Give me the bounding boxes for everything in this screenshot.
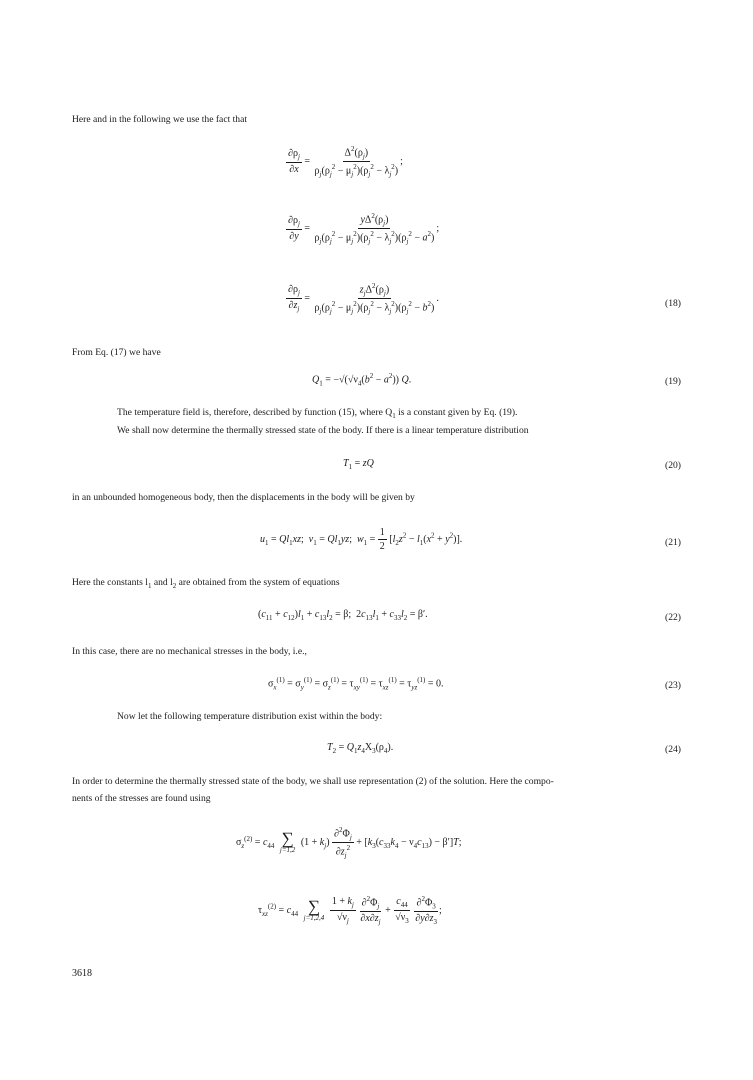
paragraph-fragment: Here the constants l (72, 577, 148, 588)
equation-Q1: $Q_1 = -√(√\nu_4(b^2 - a^2))$ Q. (312, 372, 412, 388)
paragraph-fragment: is a constant given by Eq. (19). (395, 407, 518, 418)
equation-number: (18) (665, 298, 681, 309)
paragraph-text: From Eq. (17) we have (72, 347, 161, 358)
paragraph-text: In order to determine the thermally stressed state of the body, we shall use representation (2) of the solution. Here the compo- (72, 776, 554, 787)
equation-T2: $T_2 = Q_1z_4X_3(\rho_4)$. (327, 742, 394, 755)
equation-number: (24) (665, 744, 681, 755)
paragraph-text: We shall now determine the thermally stressed state of the body. If there is a linear temperature distribution (117, 425, 529, 436)
paragraph-text: nents of the stresses are found using (72, 793, 211, 804)
paragraph-text: Here the constants $l_1$ and $l_2$ are obtained from the system of equations (72, 577, 340, 590)
paragraph-fragment: are obtained from the system of equations (176, 577, 340, 588)
paragraph-text: Here and in the following we use the fact that (72, 114, 248, 125)
paragraph-text: Now let the following temperature distribution exist within the body: (117, 711, 383, 722)
equation-displacements: $u_1 = Ql_1xz$; $v_1 = Ql_1yz$; $w_1$ = $\frac{1}{2}$ $[l_2z^2 - l_1(x^2 + y^2)]$. (260, 527, 463, 552)
paragraph-text: In this case, there are no mechanical stresses in the body, i.e., (72, 646, 307, 657)
equation-system: $(c_{11} + c_{12})l_1 + c_{13}l_2 = \beta$; $2c_{13}l_1 + c_{33}l_2 = \beta'$. (258, 609, 428, 622)
equation-T1: $T_1$ = zQ (343, 458, 374, 471)
page-number: 3618 (72, 968, 92, 979)
equation-tau-xz: $\tau_{xz}^{(2)} = c_{44}$ ∑ j=1,2,4 $\frac{1 + k_j}{√\nu_j}$ $\frac{\partial^2\Phi_j}{\partial x\partial z_j}$ + $\frac{c_{44}}{√\nu_3}$ $\frac{\partial^2\Phi_3}{\partial y\partial z_3}$ ; (258, 895, 442, 927)
paragraph-text: The temperature field is, therefore, described by function (15), where $Q_1$ is a constant given by Eq. (19). (117, 407, 518, 420)
equation-drho-dz: $\frac{\partial\rho_j}{\partial z_j}$ = $\frac{z_j\Delta^2(\rho_j)}{\rho_j(\rho_j^2 - \mu_j^2)(\rho_j^2 - \lambda_j^2)(\rho_j^2 - b^2)}$ . (288, 282, 439, 316)
equation-number: (23) (665, 680, 681, 691)
equation-number: (19) (665, 376, 681, 387)
equation-number: (22) (665, 612, 681, 623)
paragraph-fragment: and l (151, 577, 173, 588)
paragraph-fragment: The temperature field is, therefore, described by function (15), where Q (117, 407, 393, 418)
paragraph-text: in an unbounded homogeneous body, then the displacements in the body will be given by (72, 492, 415, 503)
equation-drho-dx: $\frac{\partial\rho_j}{\partial x}$ = $\frac{\Delta^2(\rho_j)}{\rho_j(\rho_j^2 - \mu_j^2)(\rho_j^2 - \lambda_j^2)}$ ; (288, 145, 403, 179)
equation-sigma-z: $\sigma_z^{(2)} = c_{44}$ ∑ j=1,2 $(1 + k_j)$ $\frac{\partial^2\Phi_j}{\partial z_j^2}$ + $[k_3(c_{33}k_4 - \nu_4c_{13}) - \beta']T$; (236, 826, 462, 860)
equation-number: (21) (665, 537, 681, 548)
equation-zero-stresses: $\sigma_x^{(1)} = \sigma_y^{(1)} = \sigma_z^{(1)} = \tau_{xy}^{(1)} = \tau_{xz}^{(1)} = \tau_{yz}^{(1)} = 0$. (268, 676, 444, 692)
equation-drho-dy: $\frac{\partial\rho_j}{\partial y}$ = $\frac{y\Delta^2(\rho_j)}{\rho_j(\rho_j^2 - \mu_j^2)(\rho_j^2 - \lambda_j^2)(\rho_j^2 - a^2)}$ ; (288, 212, 440, 246)
equation-number: (20) (665, 460, 681, 471)
